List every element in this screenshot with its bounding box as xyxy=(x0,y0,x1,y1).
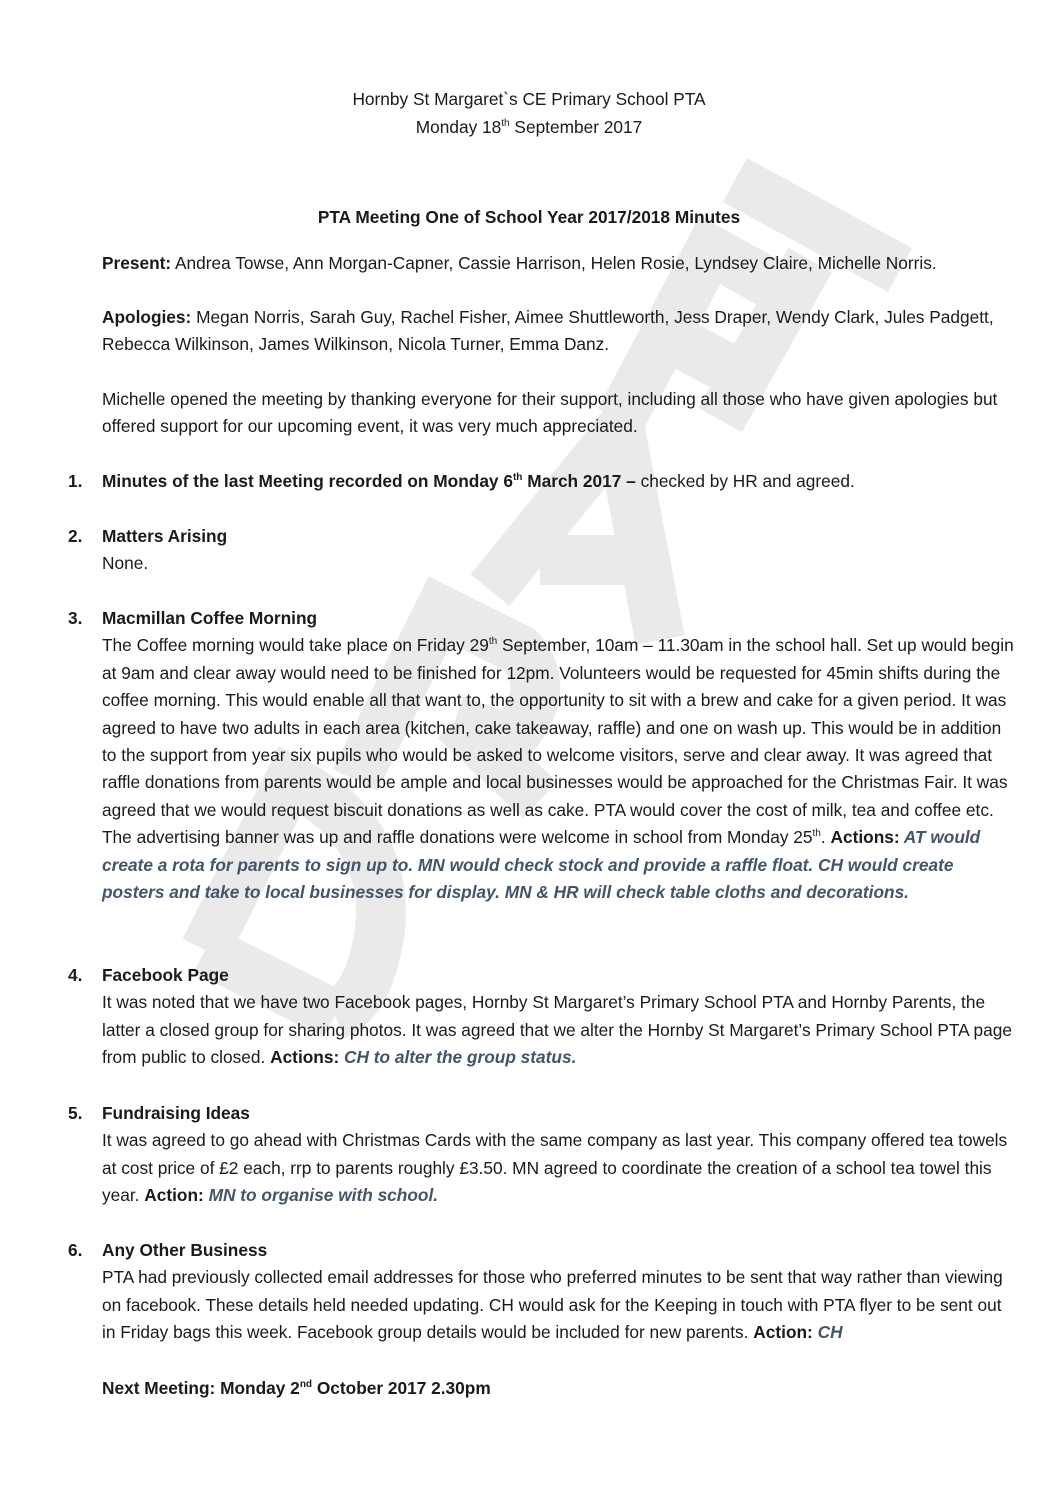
school-name: Hornby St Margaret`s CE Primary School PTA xyxy=(352,89,706,109)
present-label: Present: xyxy=(102,253,172,273)
item-title: Matters Arising xyxy=(102,526,228,546)
item-number: 1. xyxy=(68,471,83,491)
item-text: checked by HR and agreed. xyxy=(635,471,855,491)
item-title: Any Other Business xyxy=(102,1240,268,1260)
item-4-facebook xyxy=(102,962,1017,1072)
item-number: 6. xyxy=(68,1240,83,1260)
item-text: It was noted that we have two Facebook pages, Hornby St Margaret’s Primary School PTA and Hornby Parents, the latter a closed group for sharing photos. It was agreed that we alter the Hornby St Margaret’s Primary School PTA page from public to closed. Actions: CH to alter the group status. xyxy=(102,992,1012,1068)
item-title: Facebook Page xyxy=(102,965,229,985)
item-1-minutes xyxy=(102,468,1017,495)
item-number: 2. xyxy=(68,526,83,546)
apologies-names: Megan Norris, Sarah Guy, Rachel Fisher, Aimee Shuttleworth, Jess Draper, Wendy Clark, Jules Padgett, Rebecca Wilkinson, James Wilkinson, Nicola Turner, Emma Danz. xyxy=(102,307,994,355)
apologies-paragraph xyxy=(102,304,1017,359)
intro-paragraph: Michelle opened the meeting by thanking everyone for their support, including all those who have given apologies but offered support for our upcoming event, it was very much appreciated. xyxy=(102,389,998,437)
present-line xyxy=(102,250,1017,277)
item-number: 3. xyxy=(68,608,83,628)
next-meeting: Next Meeting: Monday 2nd October 2017 2.30pm xyxy=(102,1378,491,1398)
action-text: MN to organise with school. xyxy=(203,1185,439,1206)
item-title: Minutes of the last Meeting recorded on Monday 6th March 2017 – xyxy=(102,471,636,491)
item-title: Macmillan Coffee Morning xyxy=(102,608,318,628)
item-text: The Coffee morning would take place on Friday 29th September, 10am – 11.30am in the school hall. Set up would begin at 9am and clear away would need to be finished for 12pm. Volunteers would be requested for 45min shifts during the coffee morning. This would enable all that want to, the opportunity to sit with a brew and cake for a given period. It was agreed to have two adults in each area (kitchen, cake takeaway, raffle) and one on wash up. This would be in addition to the support from year six pupils who would be asked to welcome visitors, serve and clear away. It was agreed that raffle donations from parents would be ample and local businesses would be approached for the Christmas Fair. It was agreed that we would request biscuit donations as well as cake. PTA would cover the cost of milk, tea and coffee etc. The advertising banner was up and raffle donations were welcome in school from Monday 25th. Actions: AT would create a rota for parents to sign up to. MN would check stock and provide a raffle float. CH would create posters and take to local businesses for display. MN & HR will check table cloths and decorations. xyxy=(102,635,1014,903)
meeting-title: PTA Meeting One of School Year 2017/2018 Minutes xyxy=(317,207,741,227)
present-names: Andrea Towse, Ann Morgan-Capner, Cassie Harrison, Helen Rosie, Lyndsey Claire, Michelle Norris. xyxy=(171,253,937,273)
action-label: Actions: xyxy=(830,827,900,848)
item-2-matters-arising xyxy=(102,523,1017,578)
item-text: None. xyxy=(102,553,149,574)
item-3-macmillan xyxy=(102,605,1017,906)
item-number: 4. xyxy=(68,965,83,985)
item-text: PTA had previously collected email addresses for those who preferred minutes to be sent that way rather than viewing on facebook. These details held needed updating. CH would ask for the Keeping in touch with PTA flyer to be sent out in Friday bags this week. Facebook group details would be included for new parents. Action: CH xyxy=(102,1267,1003,1343)
action-label: Action: xyxy=(753,1322,813,1343)
apologies-label: Apologies: xyxy=(102,307,192,327)
action-label: Actions: xyxy=(270,1047,340,1068)
action-text: CH xyxy=(812,1322,843,1343)
meeting-date: Monday 18th September 2017 xyxy=(415,117,643,137)
action-text: CH to alter the group status. xyxy=(339,1047,577,1068)
item-number: 5. xyxy=(68,1103,83,1123)
item-5-fundraising xyxy=(102,1100,1017,1210)
item-6-any-other-business xyxy=(102,1237,1017,1347)
item-text: It was agreed to go ahead with Christmas Cards with the same company as last year. This company offered tea towels at cost price of £2 each, rrp to parents roughly £3.50. MN agreed to coordinate the creation of a school tea towel this year. Action: MN to organise with school. xyxy=(102,1130,1008,1206)
action-label: Action: xyxy=(144,1185,204,1206)
item-title: Fundraising Ideas xyxy=(102,1103,250,1123)
action-text: AT would create a rota for parents to sign up to. MN would check stock and provide a raffle float. CH would create posters and take to local businesses for display. MN & HR will check table cloths and decorations. xyxy=(102,827,981,903)
